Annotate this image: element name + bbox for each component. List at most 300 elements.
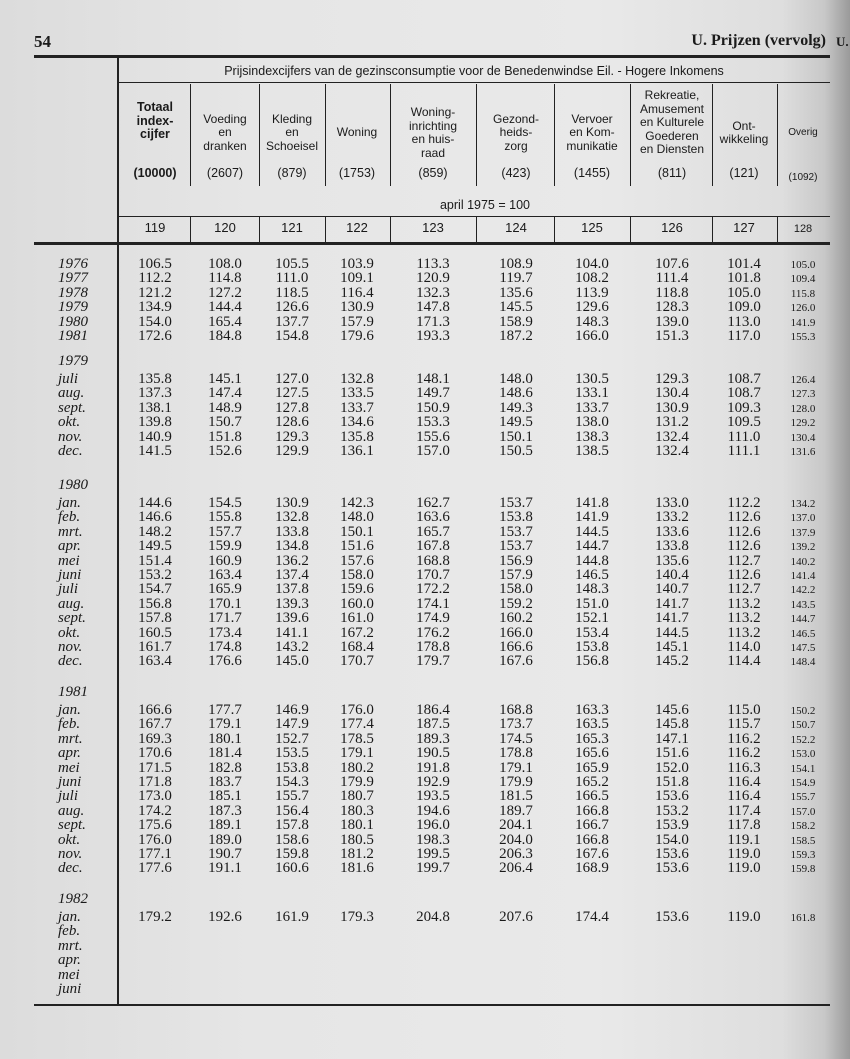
table-cell: 113.9 <box>575 284 609 301</box>
table-cell: 204.8 <box>416 909 450 925</box>
table-cell: 140.2 <box>790 555 816 568</box>
row-label: dec. <box>58 860 83 877</box>
table-cell: 153.6 <box>655 909 689 925</box>
table-cell: 116.3 <box>727 759 761 776</box>
table-cell: 127.8 <box>275 399 309 416</box>
table-cell: 181.6 <box>340 860 374 877</box>
running-head-next-page: U. <box>836 34 849 49</box>
table-cell: 128.6 <box>275 414 309 431</box>
table-cell: 191.1 <box>208 860 242 877</box>
table-cell: 163.3 <box>575 702 609 718</box>
table-cell: 115.0 <box>727 702 761 718</box>
table-cell: 149.3 <box>499 399 533 416</box>
table-cell: 112.6 <box>727 523 761 540</box>
row-label: mrt. <box>58 730 83 747</box>
table-cell: 140.4 <box>655 567 689 583</box>
table-cell: 127.0 <box>275 371 309 387</box>
table-cell: 181.4 <box>208 745 242 762</box>
table-cell: 165.4 <box>208 313 242 330</box>
table-cell: 127.3 <box>790 388 816 401</box>
table-cell: 151.3 <box>655 328 689 344</box>
group-year-label: 1980 <box>58 477 88 493</box>
table-cell: 132.4 <box>655 428 689 445</box>
row-label: aug. <box>58 802 85 819</box>
table-cell: 158.5 <box>790 834 816 847</box>
table-cell: 109.1 <box>340 270 374 287</box>
table-cell: 180.5 <box>340 831 374 848</box>
column-number: 120 <box>214 220 236 235</box>
column-number: 124 <box>505 220 527 235</box>
table-cell: 126.4 <box>790 374 816 386</box>
column-divider <box>777 84 778 186</box>
table-cell: 152.1 <box>575 610 609 627</box>
table-cell: 148.3 <box>575 581 609 598</box>
table-cell: 109.0 <box>727 299 761 316</box>
table-cell: 157.0 <box>416 443 450 459</box>
table-cell: 199.5 <box>416 846 450 862</box>
table-cell: 118.5 <box>275 284 309 301</box>
header-bottom-rule <box>34 242 830 245</box>
table-cell: 138.0 <box>575 414 609 431</box>
table-cell: 177.1 <box>138 846 172 862</box>
table-cell: 139.2 <box>790 541 816 554</box>
table-cell: 151.6 <box>340 538 374 555</box>
table-cell: 167.2 <box>340 624 374 641</box>
table-cell: 144.8 <box>575 552 609 569</box>
table-cell: 162.7 <box>416 495 450 511</box>
table-cell: 150.7 <box>790 719 816 732</box>
table-cell: 176.2 <box>416 624 450 641</box>
column-divider <box>777 217 778 242</box>
table-cell: 112.7 <box>727 552 761 569</box>
table-cell: 154.0 <box>655 831 689 848</box>
table-cell: 178.8 <box>416 639 450 655</box>
table-cell: 148.0 <box>340 509 374 526</box>
table-cell: 127.5 <box>275 385 309 402</box>
table-cell: 141.7 <box>655 595 689 612</box>
table-cell: 153.5 <box>275 745 309 762</box>
table-cell: 141.8 <box>575 495 609 511</box>
table-cell: 154.0 <box>138 313 172 330</box>
table-cell: 150.1 <box>499 428 533 445</box>
row-label: nov. <box>58 639 83 655</box>
table-cell: 148.1 <box>416 371 450 387</box>
column-divider <box>259 217 260 242</box>
row-label: nov. <box>58 428 83 445</box>
table-cell: 179.2 <box>138 909 172 925</box>
table-cell: 144.5 <box>655 624 689 641</box>
number-row-top-rule <box>118 216 830 217</box>
table-cell: 167.6 <box>499 653 533 670</box>
table-cell: 112.6 <box>727 567 761 583</box>
table-cell: 168.4 <box>340 639 374 655</box>
table-cell: 118.8 <box>655 284 689 301</box>
column-divider <box>554 84 555 186</box>
table-cell: 114.8 <box>208 270 242 287</box>
table-cell: 111.0 <box>727 428 761 445</box>
table-cell: 114.0 <box>727 639 761 655</box>
column-header: Voeding en dranken <box>203 111 247 153</box>
table-cell: 168.8 <box>499 702 533 718</box>
row-label: mei <box>58 552 80 569</box>
table-cell: 147.9 <box>275 716 309 733</box>
table-cell: 187.3 <box>208 802 242 819</box>
table-cell: 159.3 <box>790 849 816 861</box>
table-cell: 157.0 <box>790 805 816 818</box>
column-divider <box>554 217 555 242</box>
table-cell: 180.2 <box>340 759 374 776</box>
table-cell: 187.2 <box>499 328 533 344</box>
column-weight: (1753) <box>338 166 376 180</box>
table-cell: 168.9 <box>575 860 609 877</box>
table-cell: 135.8 <box>340 428 374 445</box>
table-cell: 166.0 <box>499 624 533 641</box>
table-cell: 170.1 <box>208 595 242 612</box>
table-cell: 111.0 <box>275 270 309 287</box>
table-cell: 174.9 <box>416 610 450 627</box>
row-label: mei <box>58 966 80 983</box>
row-label: 1981 <box>58 328 88 344</box>
row-label: mrt. <box>58 523 83 540</box>
table-cell: 127.2 <box>208 284 242 301</box>
table-cell: 153.7 <box>499 523 533 540</box>
table-cell: 172.6 <box>138 328 172 344</box>
row-label: juni <box>58 981 82 997</box>
page-number: 54 <box>34 32 51 51</box>
table-cell: 153.8 <box>575 639 609 655</box>
table-cell: 112.2 <box>727 495 761 511</box>
table-cell: 134.2 <box>790 498 816 510</box>
table-cell: 166.7 <box>575 817 609 834</box>
column-number: 127 <box>733 220 755 235</box>
table-cell: 165.9 <box>575 759 609 776</box>
table-cell: 134.9 <box>138 299 172 316</box>
column-number: 126 <box>661 220 683 235</box>
table-cell: 157.7 <box>208 523 242 540</box>
column-divider <box>390 217 391 242</box>
table-cell: 179.1 <box>499 759 533 776</box>
column-weight: (121) <box>729 166 759 180</box>
table-cell: 145.1 <box>208 371 242 387</box>
row-label: sept. <box>58 610 86 627</box>
table-cell: 130.9 <box>275 495 309 511</box>
table-cell: 137.4 <box>275 567 309 583</box>
table-cell: 166.6 <box>499 639 533 655</box>
table-cell: 140.9 <box>138 428 172 445</box>
row-label: nov. <box>58 846 83 862</box>
table-cell: 204.0 <box>499 831 533 848</box>
table-cell: 144.7 <box>790 613 816 626</box>
column-weight: (1455) <box>573 166 611 180</box>
column-number: 122 <box>346 220 368 235</box>
table-cell: 130.9 <box>655 399 689 416</box>
table-cell: 171.3 <box>416 313 450 330</box>
row-label: juni <box>58 567 82 583</box>
table-cell: 134.6 <box>340 414 374 431</box>
table-cell: 133.0 <box>655 495 689 511</box>
table-cell: 151.8 <box>655 774 689 790</box>
table-cell: 174.5 <box>499 730 533 747</box>
table-cell: 151.8 <box>208 428 242 445</box>
table-cell: 153.9 <box>655 817 689 834</box>
column-weight: (2607) <box>206 166 244 180</box>
row-label: feb. <box>58 509 81 526</box>
column-number: 123 <box>422 220 444 235</box>
table-cell: 172.2 <box>416 581 450 598</box>
table-title: Prijsindexcijfers van de gezinsconsumptie voor de Benedenwindse Eil. - Hogere Inkomens <box>224 64 724 78</box>
table-cell: 137.7 <box>275 313 309 330</box>
table-cell: 117.0 <box>727 328 761 344</box>
column-divider <box>712 84 713 186</box>
table-cell: 173.7 <box>499 716 533 733</box>
table-cell: 154.7 <box>138 581 172 598</box>
table-cell: 129.2 <box>790 417 816 430</box>
table-cell: 174.8 <box>208 639 242 655</box>
table-cell: 113.2 <box>727 595 761 612</box>
table-cell: 151.4 <box>138 552 172 569</box>
table-cell: 166.0 <box>575 328 609 344</box>
table-cell: 190.5 <box>416 745 450 762</box>
table-cell: 167.7 <box>138 716 172 733</box>
table-cell: 163.5 <box>575 716 609 733</box>
table-cell: 141.5 <box>138 443 172 459</box>
table-cell: 129.6 <box>575 299 609 316</box>
row-label: dec. <box>58 443 83 459</box>
table-cell: 129.3 <box>655 371 689 387</box>
table-cell: 153.4 <box>575 624 609 641</box>
table-cell: 158.0 <box>340 567 374 583</box>
table-cell: 134.8 <box>275 538 309 555</box>
table-cell: 144.4 <box>208 299 242 316</box>
table-cell: 161.0 <box>340 610 374 627</box>
table-cell: 117.4 <box>727 802 761 819</box>
table-cell: 120.9 <box>416 270 450 287</box>
table-cell: 181.5 <box>499 788 533 805</box>
table-cell: 116.4 <box>340 284 374 301</box>
table-cell: 196.0 <box>416 817 450 834</box>
table-cell: 153.7 <box>499 495 533 511</box>
table-cell: 152.2 <box>790 733 816 746</box>
column-header: Totaal index- cijfer <box>136 100 174 141</box>
table-cell: 130.5 <box>575 371 609 387</box>
table-cell: 189.1 <box>208 817 242 834</box>
column-header: Overig <box>788 127 818 139</box>
table-cell: 159.8 <box>790 863 816 876</box>
table-cell: 155.8 <box>208 509 242 526</box>
column-header: Ont- wikkeling <box>719 118 769 146</box>
table-cell: 148.9 <box>208 399 242 416</box>
table-cell: 165.6 <box>575 745 609 762</box>
base-wrap <box>140 196 830 214</box>
table-cell: 179.6 <box>340 328 374 344</box>
table-cell: 144.5 <box>575 523 609 540</box>
column-divider <box>712 217 713 242</box>
table-cell: 146.5 <box>575 567 609 583</box>
table-cell: 157.9 <box>499 567 533 583</box>
table-cell: 143.5 <box>790 598 816 611</box>
table-cell: 204.1 <box>499 817 533 834</box>
column-number: 128 <box>793 223 813 235</box>
table-cell: 109.4 <box>790 273 816 286</box>
table-cell: 137.3 <box>138 385 172 402</box>
table-cell: 105.0 <box>790 259 816 271</box>
table-cell: 141.4 <box>790 570 816 582</box>
table-cell: 177.4 <box>340 716 374 733</box>
table-cell: 148.4 <box>790 656 816 669</box>
table-cell: 150.9 <box>416 399 450 416</box>
table-cell: 156.8 <box>575 653 609 670</box>
table-cell: 166.5 <box>575 788 609 805</box>
table-cell: 166.6 <box>138 702 172 718</box>
row-label: apr. <box>58 952 81 969</box>
table-cell: 189.3 <box>416 730 450 747</box>
table-cell: 139.3 <box>275 595 309 612</box>
table-cell: 153.0 <box>790 748 816 761</box>
table-cell: 131.6 <box>790 446 816 458</box>
table-cell: 179.9 <box>499 774 533 790</box>
row-label: okt. <box>58 624 81 641</box>
table-cell: 107.6 <box>655 256 689 272</box>
column-number: 121 <box>281 220 303 235</box>
table-cell: 113.2 <box>727 624 761 641</box>
table-cell: 153.3 <box>416 414 450 431</box>
table-cell: 180.7 <box>340 788 374 805</box>
table-cell: 160.5 <box>138 624 172 641</box>
table-cell: 153.6 <box>655 846 689 862</box>
column-number: 119 <box>144 220 166 235</box>
title-rule <box>118 82 830 83</box>
table-cell: 109.5 <box>727 414 761 431</box>
table-cell: 175.6 <box>138 817 172 834</box>
table-cell: 174.1 <box>416 595 450 612</box>
table-cell: 132.8 <box>340 371 374 387</box>
table-cell: 103.9 <box>340 256 374 272</box>
table-cell: 132.8 <box>275 509 309 526</box>
table-cell: 163.4 <box>138 653 172 670</box>
table-cell: 163.6 <box>416 509 450 526</box>
table-cell: 130.4 <box>790 431 816 444</box>
table-cell: 154.8 <box>275 328 309 344</box>
base-label: april 1975 = 100 <box>439 198 530 212</box>
table-cell: 106.5 <box>138 256 172 272</box>
table-cell: 176.6 <box>208 653 242 670</box>
table-cell: 206.3 <box>499 846 533 862</box>
table-cell: 170.7 <box>416 567 450 583</box>
table-cell: 163.4 <box>208 567 242 583</box>
table-cell: 116.2 <box>727 745 761 762</box>
group-year-label: 1982 <box>58 891 88 907</box>
row-label: apr. <box>58 745 81 762</box>
table-cell: 159.2 <box>499 595 533 612</box>
table-cell: 150.7 <box>208 414 242 431</box>
column-divider <box>325 217 326 242</box>
row-label: jan. <box>58 495 81 511</box>
row-label: juli <box>58 371 79 387</box>
table-cell: 112.6 <box>727 538 761 555</box>
row-label: aug. <box>58 595 85 612</box>
table-cell: 180.1 <box>208 730 242 747</box>
row-label: jan. <box>58 909 81 925</box>
table-cell: 167.6 <box>575 846 609 862</box>
table-cell: 153.8 <box>499 509 533 526</box>
stub-rule <box>117 58 119 1006</box>
table-cell: 132.3 <box>416 284 450 301</box>
table-cell: 141.1 <box>275 624 309 641</box>
table-cell: 153.6 <box>655 788 689 805</box>
table-cell: 133.7 <box>340 399 374 416</box>
table-cell: 150.2 <box>790 705 816 717</box>
column-weight: (879) <box>277 166 307 180</box>
group-year-label: 1979 <box>58 353 88 369</box>
table-cell: 178.5 <box>340 730 374 747</box>
table-cell: 101.4 <box>727 256 761 272</box>
table-cell: 154.9 <box>790 777 816 789</box>
table-cell: 157.8 <box>138 610 172 627</box>
table-cell: 183.7 <box>208 774 242 790</box>
column-header: Woning <box>336 125 378 140</box>
table-cell: 116.4 <box>727 788 761 805</box>
row-label: 1978 <box>58 284 88 301</box>
table-cell: 145.1 <box>655 639 689 655</box>
table-cell: 158.0 <box>499 581 533 598</box>
table-cell: 152.0 <box>655 759 689 776</box>
table-cell: 179.3 <box>340 909 374 925</box>
row-label: sept. <box>58 817 86 834</box>
column-header: Vervoer en Kom- munikatie <box>566 111 618 153</box>
row-label: dec. <box>58 653 83 670</box>
table-cell: 165.3 <box>575 730 609 747</box>
table-cell: 169.3 <box>138 730 172 747</box>
table-cell: 166.8 <box>575 831 609 848</box>
table-cell: 156.9 <box>499 552 533 569</box>
table-cell: 149.5 <box>138 538 172 555</box>
table-cell: 184.8 <box>208 328 242 344</box>
table-cell: 142.2 <box>790 584 816 597</box>
table-cell: 133.1 <box>575 385 609 402</box>
table-cell: 136.2 <box>275 552 309 569</box>
table-cell: 170.7 <box>340 653 374 670</box>
row-label: okt. <box>58 414 81 431</box>
table-cell: 133.2 <box>655 509 689 526</box>
table-cell: 149.7 <box>416 385 450 402</box>
running-head: U. Prijzen (vervolg) <box>691 32 826 49</box>
table-cell: 179.9 <box>340 774 374 790</box>
row-label: sept. <box>58 399 86 416</box>
column-weight: (1092) <box>788 172 818 183</box>
column-weight: (811) <box>657 166 687 180</box>
table-cell: 104.0 <box>575 256 609 272</box>
table-cell: 144.7 <box>575 538 609 555</box>
table-cell: 157.9 <box>340 313 374 330</box>
row-label: mrt. <box>58 937 83 954</box>
table-cell: 137.9 <box>790 526 816 539</box>
table-cell: 156.4 <box>275 802 309 819</box>
row-label: apr. <box>58 538 81 555</box>
table-cell: 139.0 <box>655 313 689 330</box>
table-cell: 111.4 <box>655 270 689 287</box>
table-cell: 108.7 <box>727 371 761 387</box>
table-cell: 181.2 <box>340 846 374 862</box>
group-year-label: 1981 <box>58 684 88 700</box>
table-cell: 133.5 <box>340 385 374 402</box>
table-cell: 154.1 <box>790 762 816 775</box>
column-header: Rekreatie, Amusement en Kulturele Goederen en Diensten <box>639 88 705 156</box>
column-weight: (423) <box>501 166 531 180</box>
table-cell: 161.9 <box>275 909 309 925</box>
table-cell: 176.0 <box>340 702 374 718</box>
table-cell: 165.2 <box>575 774 609 790</box>
column-header: Woning- inrichting en huis- raad <box>408 105 458 160</box>
